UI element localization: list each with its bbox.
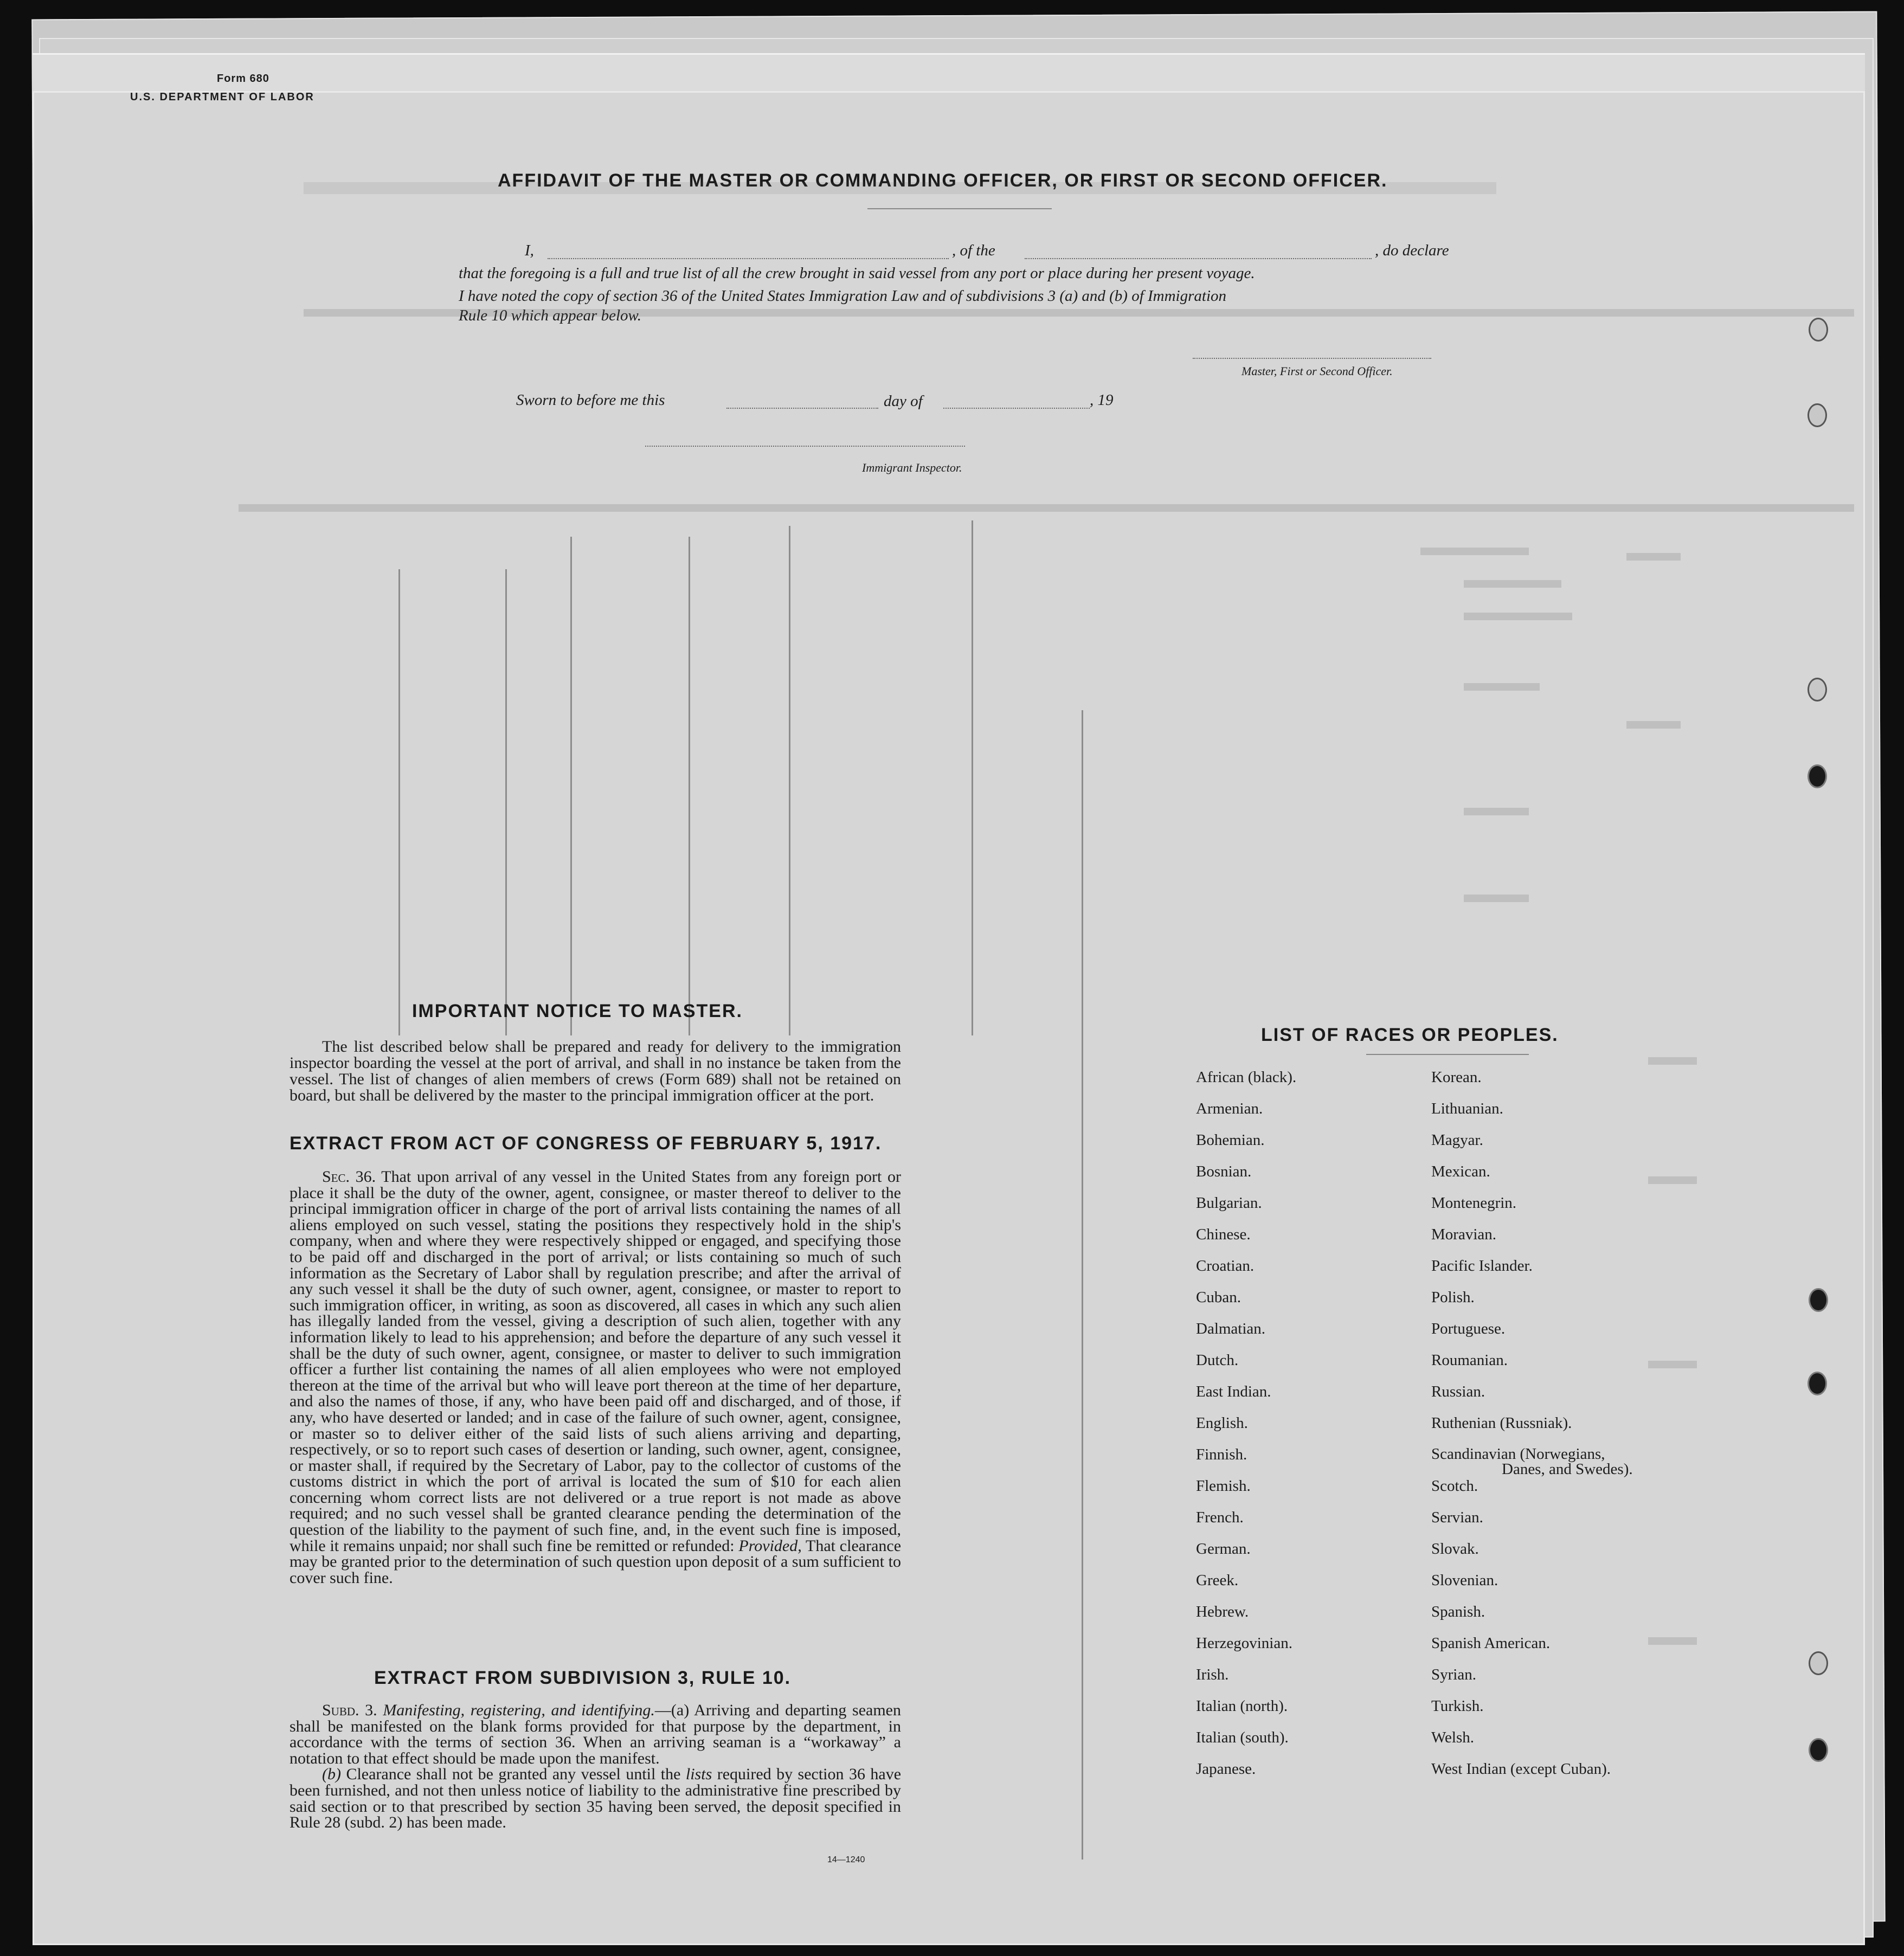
race-item: Russian. bbox=[1431, 1383, 1485, 1400]
race-item: Armenian. bbox=[1196, 1100, 1263, 1117]
bleed-through bbox=[1648, 1057, 1697, 1065]
race-item: Spanish. bbox=[1431, 1603, 1485, 1620]
bleed-through bbox=[1648, 1637, 1697, 1645]
notice-text bbox=[290, 1039, 901, 1104]
section-text: That upon arrival of any vessel in the United States from any foreign port or place it shall be the duty of the owner, agent, consignee, or master thereof to deliver to the principal immigration officer in charge of the port of arrival lists containing the names of all aliens employed on such vessel, stating the positions they respectively hold in the ship's company, when and where they were respectively shipped or engaged, and specifying those to be paid off and discharged in the port of arrival; or lists containing so much of such information as the Secretary of Labor shall by regulation prescribe; and after the arrival of any such vessel it shall be the duty of such owner, agent, consignee, or master to report to such immigration officer, in writing, as soon as discovered, all cases in which any such alien has illegally landed from the vessel, giving a description of such alien, together with any information likely to lead to his apprehension; and before the departure of any such vessel it shall be the duty of such owner, agent, consignee, or master to deliver to such immigration officer a further list containing the names of all alien employees who were not employed thereon at the time of the arrival but who will leave port thereon at the time of her departure, and also the names of those, if any, who have been paid off and discharged, and of those, if any, who have deserted or landed; and in case of the failure of such owner, agent, consignee, or master so to deliver either of the said lists of such aliens arriving and departing, respectively, or so to report such cases of desertion or landing, such owner, agent, consignee, or master shall, if required by the Secretary of Labor, pay to the collector of customs of the customs district in which the port of arrival is located the sum of $10 for each alien concerning whom correct lists are not delivered or a true report is not made as above required; and no such vessel shall be granted clearance pending the determination of the question of the liability to the payment of such fine, and, in the event such fine is imposed, while it remains unpaid; nor shall such fine be remitted or refunded: bbox=[290, 1168, 901, 1555]
race-item: Roumanian. bbox=[1431, 1352, 1508, 1369]
race-item: Moravian. bbox=[1431, 1226, 1496, 1243]
race-item: French. bbox=[1196, 1509, 1244, 1526]
bleed-through bbox=[304, 182, 1496, 194]
race-item: Ruthenian (Russniak). bbox=[1431, 1414, 1572, 1432]
race-item: Slovenian. bbox=[1431, 1572, 1498, 1589]
binding-hole bbox=[1807, 403, 1827, 427]
act-extract-title: EXTRACT FROM ACT OF CONGRESS OF FEBRUARY 5, 1917. bbox=[290, 1133, 882, 1154]
notice-title: IMPORTANT NOTICE TO MASTER. bbox=[412, 1001, 743, 1021]
inspector-signature-field[interactable] bbox=[645, 446, 965, 447]
column-rule bbox=[972, 520, 973, 1035]
race-item: German. bbox=[1196, 1540, 1251, 1558]
race-item: Irish. bbox=[1196, 1666, 1229, 1683]
subd-para-b-1: Clearance shall not be granted any vessel until the bbox=[346, 1765, 681, 1784]
bleed-through bbox=[1464, 895, 1529, 902]
binding-hole bbox=[1807, 1372, 1827, 1395]
affidavit-line3: I have noted the copy of section 36 of the United States Immigration Law and of subdivisions 3 (a) and (b) of Immigration bbox=[459, 287, 1227, 305]
race-item: Dalmatian. bbox=[1196, 1320, 1266, 1337]
master-signature-label: Master, First or Second Officer. bbox=[1242, 364, 1393, 378]
race-item: Scotch. bbox=[1431, 1477, 1478, 1495]
race-item: Bohemian. bbox=[1196, 1131, 1265, 1149]
column-rule bbox=[505, 569, 507, 1035]
subd-para-b-2: required by section 36 have been furnished, and not then unless notice of liability to the administrative fine prescribed by said section or to that prescribed by section 35 having been served, the deposit specified in Rule 28 (subd. 2) has been made. bbox=[290, 1765, 902, 1832]
provided-word: Provided, bbox=[738, 1536, 802, 1555]
inspector-label: Immigrant Inspector. bbox=[862, 461, 962, 474]
bleed-through bbox=[1626, 553, 1681, 561]
races-right-column bbox=[1431, 1069, 1633, 1792]
race-item: Syrian. bbox=[1431, 1666, 1476, 1683]
race-item: Greek. bbox=[1196, 1572, 1239, 1589]
subd-label: Subd. 3. bbox=[322, 1701, 377, 1719]
race-item: Portuguese. bbox=[1431, 1320, 1506, 1337]
subd-b-label: (b) bbox=[322, 1765, 341, 1784]
race-item: Herzegovinian. bbox=[1196, 1635, 1292, 1652]
column-rule bbox=[1082, 710, 1083, 1860]
race-item: East Indian. bbox=[1196, 1383, 1271, 1400]
race-item: Italian (south). bbox=[1196, 1729, 1289, 1746]
bleed-through bbox=[1464, 580, 1561, 588]
bleed-through bbox=[1648, 1176, 1697, 1184]
binding-hole bbox=[1809, 1651, 1828, 1675]
bleed-through bbox=[1464, 613, 1572, 620]
binding-hole bbox=[1809, 318, 1828, 342]
affidavit-title: AFFIDAVIT OF THE MASTER OR COMMANDING OFFICER, OR FIRST OR SECOND OFFICER. bbox=[498, 170, 1388, 191]
race-item: English. bbox=[1196, 1414, 1248, 1432]
race-item: Italian (north). bbox=[1196, 1697, 1288, 1715]
race-item: Chinese. bbox=[1196, 1226, 1251, 1243]
race-item: Croatian. bbox=[1196, 1257, 1255, 1275]
race-item: Scandinavian (Norwegians, Danes, and Swedes). bbox=[1431, 1445, 1633, 1478]
column-rule bbox=[789, 526, 790, 1035]
column-rule bbox=[689, 537, 690, 1035]
race-item: Mexican. bbox=[1431, 1163, 1490, 1180]
master-signature-field[interactable] bbox=[1193, 358, 1431, 359]
race-item: West Indian (except Cuban). bbox=[1431, 1760, 1611, 1778]
notice-paragraph: The list described below shall be prepared and ready for delivery to the immigration inspector boarding the vessel at the port of arrival, and shall in no instance be taken from the vessel. The list of changes of alien members of crews (Form 689) shall not be retained on board, but shall be delivered by the master to the principal immigration officer at the port. bbox=[290, 1038, 901, 1104]
column-rule bbox=[570, 537, 572, 1035]
race-item: Flemish. bbox=[1196, 1477, 1251, 1495]
subd-heading: Manifesting, registering, and identifying. bbox=[383, 1701, 655, 1719]
race-item: Hebrew. bbox=[1196, 1603, 1249, 1620]
rule-extract-body bbox=[290, 1702, 901, 1831]
binding-hole bbox=[1807, 678, 1827, 702]
race-item: Welsh. bbox=[1431, 1729, 1475, 1746]
race-item: Slovak. bbox=[1431, 1540, 1479, 1558]
print-code: 14—1240 bbox=[827, 1855, 865, 1864]
race-item: Bulgarian. bbox=[1196, 1194, 1262, 1212]
rule-extract-title: EXTRACT FROM SUBDIVISION 3, RULE 10. bbox=[374, 1668, 792, 1688]
name-field[interactable] bbox=[548, 258, 949, 259]
race-item: Dutch. bbox=[1196, 1352, 1239, 1369]
races-title-underline bbox=[1366, 1054, 1529, 1055]
race-item: Magyar. bbox=[1431, 1131, 1483, 1149]
bleed-through bbox=[1420, 548, 1529, 555]
race-item: Japanese. bbox=[1196, 1760, 1256, 1778]
race-item: Montenegrin. bbox=[1431, 1194, 1517, 1212]
race-item: African (black). bbox=[1196, 1069, 1297, 1086]
binding-hole bbox=[1809, 1738, 1828, 1762]
subd-lists-word: lists bbox=[685, 1765, 712, 1784]
section-text-end: That clearance may be granted prior to the determination of such question upon deposit of a sum sufficient to cover such fine. bbox=[290, 1536, 902, 1587]
races-left-column bbox=[1196, 1069, 1296, 1792]
binding-hole bbox=[1807, 764, 1827, 788]
form-number: Form 680 bbox=[217, 73, 269, 85]
sworn-month-field[interactable] bbox=[943, 408, 1090, 409]
sworn-day-field[interactable] bbox=[726, 408, 878, 409]
affidavit-declare: , do declare bbox=[1375, 242, 1449, 259]
race-item: Turkish. bbox=[1431, 1697, 1484, 1715]
race-item: Spanish American. bbox=[1431, 1635, 1551, 1652]
column-rule bbox=[398, 569, 400, 1035]
bleed-through bbox=[1464, 683, 1540, 691]
title-underline bbox=[867, 208, 1052, 209]
sworn-label: Sworn to before me this bbox=[516, 391, 665, 409]
affidavit-i: I, bbox=[525, 242, 534, 259]
bleed-through bbox=[304, 309, 1854, 317]
affidavit-line2: that the foregoing is a full and true list of all the crew brought in said vessel from any port or place during her present voyage. bbox=[459, 265, 1255, 282]
race-item: Pacific Islander. bbox=[1431, 1257, 1533, 1275]
race-item: Cuban. bbox=[1196, 1289, 1241, 1306]
year-label: , 19 bbox=[1090, 391, 1114, 409]
bleed-through bbox=[1464, 808, 1529, 815]
bleed-through bbox=[239, 504, 1854, 512]
bleed-through bbox=[1626, 721, 1681, 729]
race-item: Bosnian. bbox=[1196, 1163, 1252, 1180]
race-item: Polish. bbox=[1431, 1289, 1475, 1306]
race-item: Finnish. bbox=[1196, 1446, 1247, 1463]
races-title: LIST OF RACES OR PEOPLES. bbox=[1261, 1025, 1559, 1045]
affidavit-of-the: , of the bbox=[952, 242, 995, 259]
race-item: Korean. bbox=[1431, 1069, 1482, 1086]
race-item: Lithuanian. bbox=[1431, 1100, 1503, 1117]
section-label: Sec. 36. bbox=[322, 1168, 376, 1186]
act-extract-body bbox=[290, 1169, 901, 1586]
race-item: Servian. bbox=[1431, 1509, 1483, 1526]
day-of-label: day of bbox=[884, 393, 923, 410]
department-label: U.S. DEPARTMENT OF LABOR bbox=[130, 91, 314, 103]
affidavit-line4: Rule 10 which appear below. bbox=[459, 307, 641, 324]
vessel-field[interactable] bbox=[1025, 258, 1372, 259]
binding-hole bbox=[1809, 1288, 1828, 1312]
bleed-through bbox=[1648, 1361, 1697, 1368]
subd-para-a: —(a) Arriving and departing seamen shall be manifested on the blank forms provided for that purpose by the department, in accordance with the terms of section 36. When an arriving seaman is a “workaway” a notation to that effect should be made upon the manifest. bbox=[290, 1701, 901, 1767]
